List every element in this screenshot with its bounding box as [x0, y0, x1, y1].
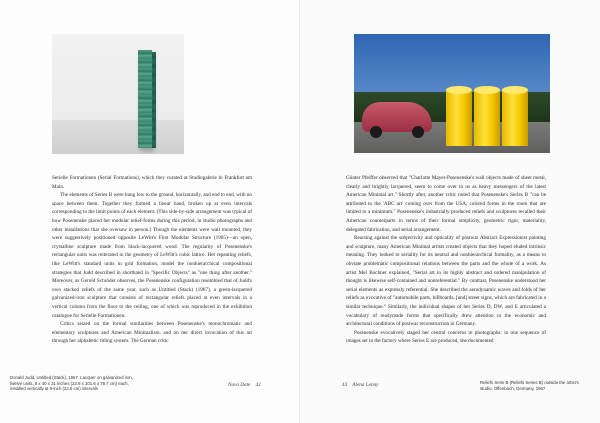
left-body-text — [52, 174, 252, 346]
left-caption: Donald Judd, Untitled (Stack), 1967. Lacquer on galvanized iron, twelve units, 9 x 40 x 31 inches (22.8 x 101.6 x 78.7 cm) each, installed vertically at 9-inch (22.8 cm) intervals — [10, 375, 134, 392]
page-number: 42 — [255, 382, 261, 388]
right-caption: Reliefs Serie B (Reliefs Series B) outside the artist's studio, Offenbach, Germany, 1967 — [480, 380, 579, 391]
paragraph: Critics seized on the formal similarities between Posenenske's monochromatic and elementary sculptures and American Minimalism, and on her direct invocation of this art through her alphabetic titling system. The German critic — [52, 321, 252, 345]
right-folio — [342, 382, 378, 388]
yellow-reliefs-photo — [354, 34, 550, 153]
yellow-relief — [474, 90, 500, 146]
left-folio — [228, 382, 261, 388]
paragraph: Posenenske evocatively staged her central concerns in photographs: in one sequence of images set in the factory where Series E are produced, she documented — [346, 329, 546, 345]
yellow-relief — [446, 90, 472, 146]
folio-name: Alena Lenny — [352, 382, 379, 388]
right-body-text — [346, 174, 546, 346]
folio-name: Nova Date — [228, 382, 251, 388]
paragraph: Serielle Formationen (Serial Formations), which they curated at Studiogalerie in Frankfurt am Main. — [52, 175, 252, 190]
judd-stack-photo — [52, 34, 184, 154]
right-page — [300, 0, 600, 423]
paragraph: Günter Pfeiffer observed that "Charlotte Mayer-Posenenske's wall objects made of sheet metal, clearly and brightly lacquered, seem to come over to us as heavy messengers of the latest American Minimal art." Shortly after, another critic noted that Posenenske's Series B "can be attributed to the 'ABC art' coming over from the USA, colored forms in the room that are limited to a minimum." Posenenske's industrially produced reliefs and sculptures recalled their American counterparts in terms of their formal simplicity, geometric rigor, materiality, delegated fabrication, and serial arrangement. — [346, 175, 546, 233]
paragraph: The elements of Series B were hung low to the ground, horizontally, and end to end, with no space between them. Together they formed a linear band, broken up at even intervals corresponding to the limit points of each element. (This side-by-side arrangement was typical of how Posenenske placed her modular relief-forms during this period, in studio photographs and other installations that she oversaw in person.) Though the elements were wall mounted, they were suggestively positioned opposite LeWitt's First Modular Structure (1965)—an open, crystalline sculpture made from black-lacquered wood. The regularity of Posenenske's rectangular units was reiterated in the geometry of LeWitt's cubic lattice. Her repeating reliefs, like LeWitt's standard units in grid formation, model the nonhierarchical compositional strategies that Judd described in shorthand in "Specific Objects" as "one thing after another." Moreover, as Gerold Schröder observes, the Posenenske configuration resembled that of Judd's own stacked reliefs of the same year, such as Untitled (Stack) (1967), a green-lacquered galvanized-iron sculpture that consists of rectangular reliefs placed at even intervals in a vertical column from the floor to the ceiling, one of which was reproduced in the exhibition catalogue for Serielle Formationen. — [52, 192, 252, 319]
stack-sculpture — [138, 50, 152, 148]
page-number: 43 — [342, 382, 348, 388]
paragraph: Reacting against the subjectivity and opticality of postwar Abstract Expressionist painting and sculpture, many American Minimal artists created objects that they hoped eluded intrinsic meaning. They looked to seriality for its neutral and nonhierarchical formality, as a means to obviate problematic compositional relations between the parts and the whole of a work. As artist Mel Bochner explained, "Serial art in its highly abstract and ordered manipulation of thought is likewise self-contained and nonreferential." By contrast, Posenenske understood her serial elements as expressly referential. She described the aerodynamic waves and folds of her reliefs as evocative of "automobile parts, billboards, [and] street signs, which are fabricated in a similar technique." Similarly, the individual shapes of her Series D, DW, and E articulated a vocabulary of readymade forms that specifically drew attention to the economic and architectural conditions of postwar reconstruction in Germany. — [346, 235, 546, 328]
yellow-relief — [502, 90, 528, 146]
